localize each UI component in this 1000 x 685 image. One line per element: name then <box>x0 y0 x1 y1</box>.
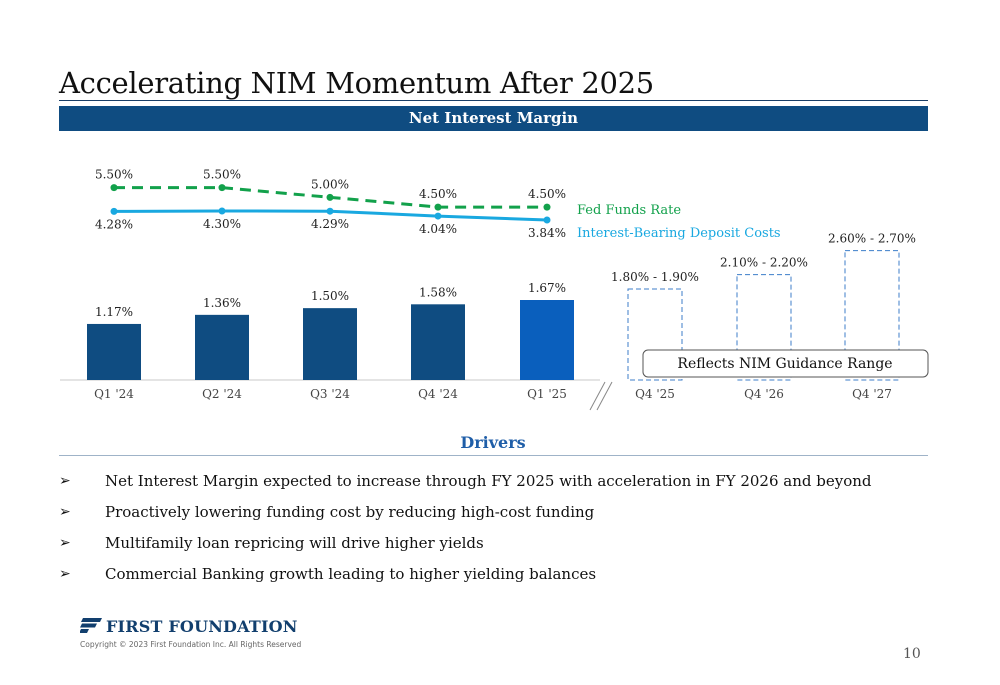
x-tick-label: Q4 '25 <box>635 387 675 401</box>
bar-value-label: 1.36% <box>202 295 242 310</box>
deposit-cost-label: 4.04% <box>418 222 458 237</box>
arrow-bullet-icon: ➢ <box>59 535 71 551</box>
flag-logo-icon <box>80 618 102 633</box>
nim-bar <box>520 300 574 380</box>
x-tick-label: Q4 '24 <box>418 387 458 401</box>
nim-bar <box>87 324 141 380</box>
guidance-value-label: 2.60% - 2.70% <box>828 231 916 246</box>
drivers-divider <box>59 455 928 456</box>
axis-break-mark <box>597 382 612 410</box>
guidance-note: Reflects NIM Guidance Range <box>677 356 893 372</box>
bar-value-label: 1.58% <box>418 285 458 300</box>
arrow-bullet-icon: ➢ <box>59 566 71 582</box>
logo-wordmark: FIRST FOUNDATION <box>106 617 298 636</box>
page-title: Accelerating NIM Momentum After 2025 <box>59 66 654 100</box>
deposit-cost-point <box>111 208 118 215</box>
bar-value-label: 1.17% <box>94 304 134 319</box>
chart-banner: Net Interest Margin <box>59 106 928 131</box>
x-tick-label: Q1 '25 <box>527 387 567 401</box>
deposit-cost-label: 4.30% <box>202 217 242 231</box>
fed-funds-point <box>435 204 442 211</box>
guidance-value-label: 2.10% - 2.20% <box>720 255 808 270</box>
fed-funds-label: 4.50% <box>418 187 458 202</box>
x-tick-label: Q2 '24 <box>202 387 242 401</box>
fed-funds-label: 4.50% <box>527 187 567 202</box>
legend-deposit-costs: Interest-Bearing Deposit Costs <box>577 226 781 241</box>
bar-value-label: 1.50% <box>310 289 350 304</box>
arrow-bullet-icon: ➢ <box>59 473 71 489</box>
x-tick-label: Q4 '26 <box>744 387 784 401</box>
x-tick-label: Q1 '24 <box>94 387 134 401</box>
bar-value-label: 1.67% <box>527 281 567 295</box>
copyright-text: Copyright © 2023 First Foundation Inc. All Rights Reserved <box>80 640 302 649</box>
deposit-cost-point <box>327 208 334 215</box>
guidance-value-label: 1.80% - 1.90% <box>611 269 699 284</box>
fed-funds-point <box>327 194 334 201</box>
fed-funds-label: 5.50% <box>202 167 242 182</box>
x-tick-label: Q3 '24 <box>310 387 350 401</box>
deposit-cost-point <box>544 216 551 223</box>
nim-bar <box>411 304 465 380</box>
axis-break-mark <box>590 382 605 410</box>
deposit-cost-label: 4.29% <box>310 217 350 232</box>
arrow-bullet-icon: ➢ <box>59 504 71 520</box>
fed-funds-point <box>111 184 118 191</box>
nim-bar <box>195 315 249 380</box>
page-number: 10 <box>903 646 921 662</box>
deposit-cost-point <box>219 208 226 215</box>
x-tick-label: Q4 '27 <box>852 387 892 401</box>
fed-funds-point <box>219 184 226 191</box>
fed-funds-label: 5.00% <box>310 177 350 192</box>
drivers-heading: Drivers <box>460 433 526 452</box>
nim-bar <box>303 308 357 380</box>
legend-fed-funds: Fed Funds Rate <box>577 203 682 218</box>
deposit-cost-point <box>435 213 442 220</box>
deposit-cost-label: 4.28% <box>94 217 134 232</box>
deposit-cost-label: 3.84% <box>527 225 567 240</box>
fed-funds-label: 5.50% <box>94 167 134 182</box>
fed-funds-point <box>544 204 551 211</box>
